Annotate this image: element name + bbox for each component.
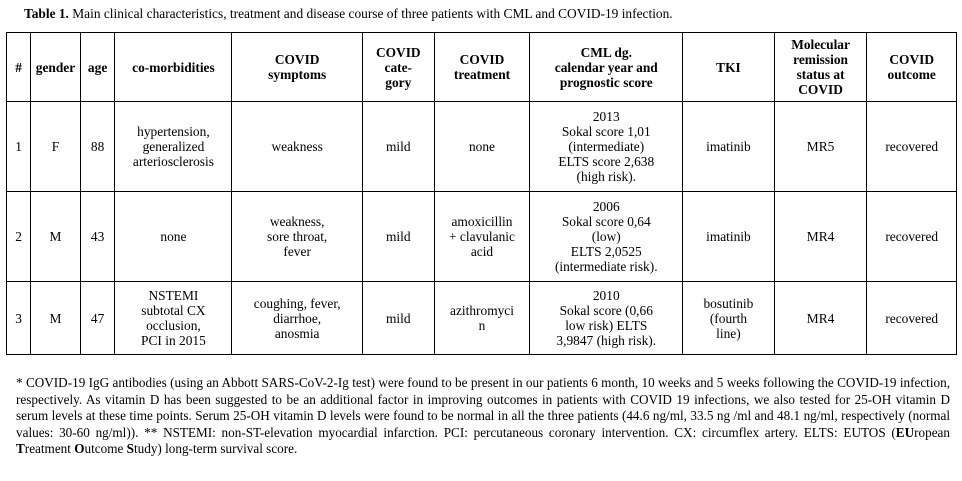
cell-molecular: MR4	[774, 282, 867, 355]
cell-cml: 2010 Sokal score (0,66 low risk) ELTS 3,9847 (high risk).	[530, 282, 683, 355]
cell-molecular: MR5	[774, 102, 867, 192]
cell-symptoms: coughing, fever, diarrhoe, anosmia	[232, 282, 363, 355]
cell-gender: F	[31, 102, 81, 192]
cell-cml: 2013 Sokal score 1,01 (intermediate) ELTS score 2,638 (high risk).	[530, 102, 683, 192]
cell-comorbidities: none	[115, 192, 232, 282]
header-covid-symptoms: COVID symptoms	[232, 33, 363, 102]
header-cml-diagnosis: CML dg. calendar year and prognostic score	[530, 33, 683, 102]
cell-treatment: none	[434, 102, 530, 192]
cell-outcome: recovered	[867, 102, 957, 192]
table-footnote	[16, 375, 950, 458]
header-covid-outcome: COVID outcome	[867, 33, 957, 102]
header-row	[7, 33, 957, 102]
cell-symptoms: weakness, sore throat, fever	[232, 192, 363, 282]
table-caption	[24, 6, 944, 22]
cell-tki: imatinib	[683, 102, 775, 192]
cell-comorbidities: hypertension, generalized arteriosclerosis	[115, 102, 232, 192]
cell-outcome: recovered	[867, 282, 957, 355]
cell-comorbidities: NSTEMI subtotal CX occlusion, PCI in 2015	[115, 282, 232, 355]
header-comorbidities: co-morbidities	[115, 33, 232, 102]
cell-treatment: azithromyci n	[434, 282, 530, 355]
header-age: age	[80, 33, 115, 102]
cell-outcome: recovered	[867, 192, 957, 282]
caption-text: Main clinical characteristics, treatment and disease course of three patients with CML and COVID-19 infection.	[68, 6, 673, 21]
cell-gender: M	[31, 192, 81, 282]
cell-molecular: MR4	[774, 192, 867, 282]
cell-age: 88	[80, 102, 115, 192]
table-row	[7, 282, 957, 355]
cell-number: 3	[7, 282, 31, 355]
table-row	[7, 102, 957, 192]
cell-symptoms: weakness	[232, 102, 363, 192]
header-number: #	[7, 33, 31, 102]
cell-category: mild	[362, 192, 434, 282]
cell-treatment: amoxicillin + clavulanic acid	[434, 192, 530, 282]
cell-gender: M	[31, 282, 81, 355]
cell-category: mild	[362, 282, 434, 355]
header-covid-treatment: COVID treatment	[434, 33, 530, 102]
cell-category: mild	[362, 102, 434, 192]
footnote-text: * COVID-19 IgG antibodies (using an Abbott SARS-CoV-2-Ig test) were found to be present in our patients 6 month, 10 weeks and 5 weeks following the COVID-19 infection, respectively. As vitamin D has been suggested to be an additional factor in improving outcomes in patients with COVID 19 infections, we also tested for 25-OH vitamin D serum levels at these time points. Serum 25-OH vitamin D levels were found to be normal in all the three patients (44.6 ng/ml, 33.5 ng /ml and 48.1 ng/ml, respectively (normal values: 30-60 ng/ml)). ** NSTEMI: non-ST-elevation myocardial infarction. PCI: percutaneous coronary intervention. CX: circumflex artery. ELTS: EUTOS (EUropean Treatment Outcome Study) long-term survival score.	[16, 375, 950, 456]
cell-age: 43	[80, 192, 115, 282]
header-molecular-remission: Molecular remission status at COVID	[774, 33, 867, 102]
header-covid-category: COVID cate- gory	[362, 33, 434, 102]
clinical-characteristics-table	[6, 32, 957, 355]
cell-tki: imatinib	[683, 192, 775, 282]
cell-number: 1	[7, 102, 31, 192]
cell-tki: bosutinib (fourth line)	[683, 282, 775, 355]
table-row	[7, 192, 957, 282]
header-tki: TKI	[683, 33, 775, 102]
cell-age: 47	[80, 282, 115, 355]
caption-label: Table 1.	[24, 6, 69, 21]
cell-cml: 2006 Sokal score 0,64 (low) ELTS 2,0525 (intermediate risk).	[530, 192, 683, 282]
header-gender: gender	[31, 33, 81, 102]
cell-number: 2	[7, 192, 31, 282]
